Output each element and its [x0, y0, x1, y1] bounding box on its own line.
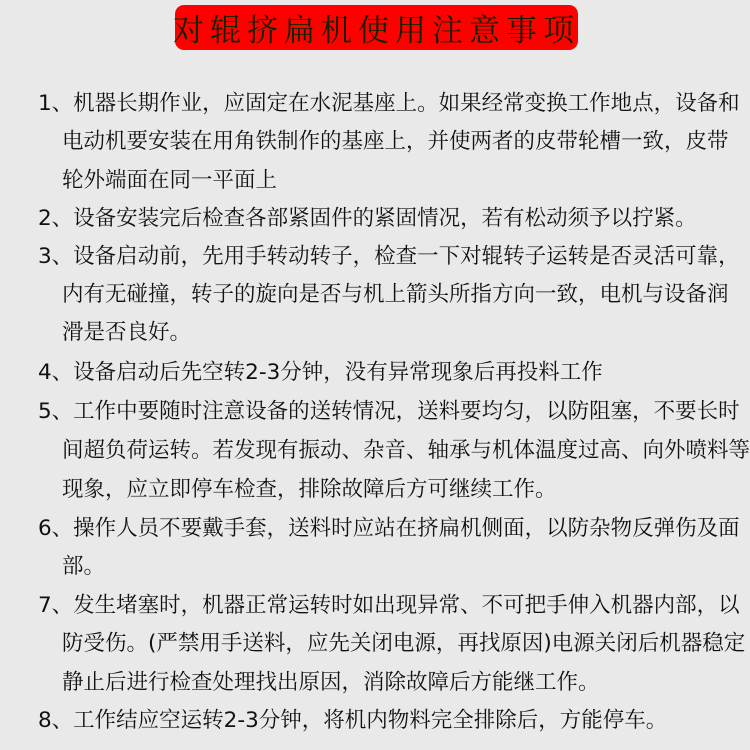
list-item-5-continuation: 现象，应立即停车检查，排除故障后方可继续工作。 — [62, 477, 557, 502]
list-item-1: 1、机器长期作业，应固定在水泥基座上。如果经常变换工作地点，设备和 — [38, 91, 740, 116]
list-item-2: 2、设备安装完后检查各部紧固件的紧固情况，若有松动须予以拧紧。 — [38, 206, 697, 231]
page-title: 对辊挤扁机使用注意事项 — [173, 13, 580, 49]
list-item-3: 3、设备启动前，先用手转动转子，检查一下对辊转子运转是否灵活可靠， — [38, 244, 740, 269]
list-item-5-continuation: 间超负荷运转。若发现有振动、杂音、轴承与机体温度过高、向外喷料等 — [62, 438, 750, 463]
page-title-banner — [175, 5, 578, 50]
list-item-7: 7、发生堵塞时，机器正常运转时如出现异常、不可把手伸入机器内部，以 — [38, 593, 740, 618]
list-item-7-continuation: 防受伤。(严禁用手送料，应先关闭电源，再找原因)电源关闭后机器稳定 — [62, 631, 746, 656]
list-item-5: 5、工作中要随时注意设备的送转情况，送料要均匀，以防阻塞，不要长时 — [38, 399, 740, 424]
list-item-6-continuation: 部。 — [62, 554, 106, 579]
list-item-1-continuation: 轮外端面在同一平面上 — [62, 168, 278, 193]
list-item-8: 8、工作结应空运转2-3分钟，将机内物料完全排除后，方能停车。 — [38, 708, 668, 733]
list-item-3-continuation: 滑是否良好。 — [62, 320, 192, 345]
list-item-6: 6、操作人员不要戴手套，送料时应站在挤扁机侧面，以防杂物反弹伤及面 — [38, 516, 740, 541]
list-item-3-continuation: 内有无碰撞，转子的旋向是否与机上箭头所指方向一致，电机与设备润 — [62, 282, 729, 307]
list-item-1-continuation: 电动机要安装在用角铁制作的基座上，并使两者的皮带轮槽一致，皮带 — [62, 129, 729, 154]
list-item-7-continuation: 静止后进行检查处理找出原因，消除故障后方能继工作。 — [62, 670, 600, 695]
list-item-4: 4、设备启动后先空转2-3分钟，没有异常现象后再投料工作 — [38, 360, 603, 385]
